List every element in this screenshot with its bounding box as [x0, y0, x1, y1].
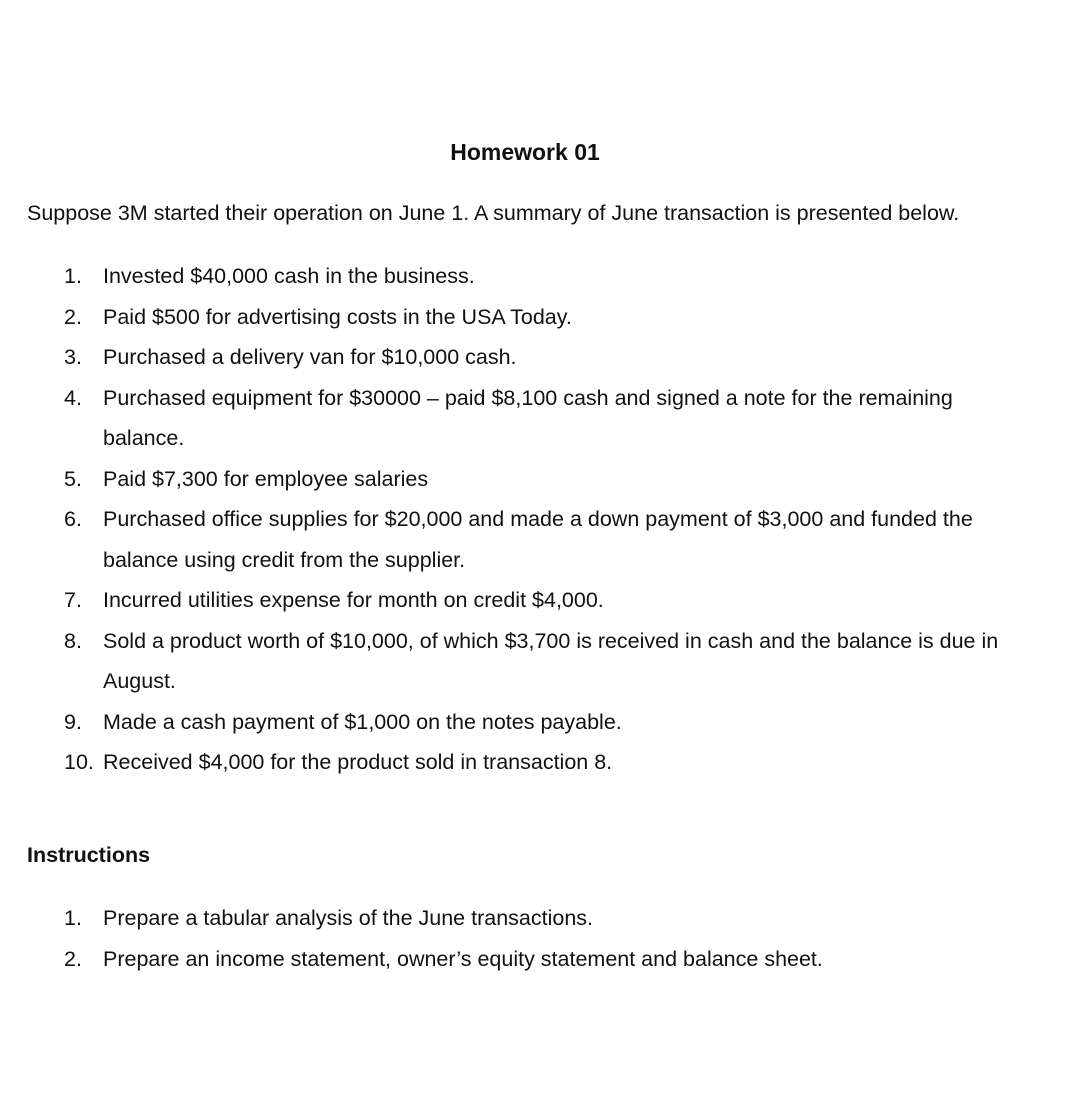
transaction-item-5 — [0, 459, 1080, 500]
list-text: Purchased office supplies for $20,000 and made a down payment of $3,000 and funded the balance using credit from the supplier. — [103, 507, 973, 572]
list-number: 6. — [64, 507, 82, 531]
list-text: Invested $40,000 cash in the business. — [103, 264, 475, 288]
list-text: Prepare an income statement, owner’s equity statement and balance sheet. — [103, 946, 823, 971]
list-text: Prepare a tabular analysis of the June transactions. — [103, 906, 594, 930]
list-number: 3. — [64, 345, 82, 369]
transaction-item-1 — [0, 256, 1080, 297]
list-text: Made a cash payment of $1,000 on the notes payable. — [103, 709, 622, 734]
list-number: 1. — [64, 906, 82, 930]
instructions-list — [0, 898, 1080, 979]
transaction-item-10 — [0, 742, 1080, 783]
list-text: Paid $7,300 for employee salaries — [103, 466, 429, 491]
list-text: Purchased a delivery van for $10,000 cash. — [103, 345, 517, 369]
list-number: 9. — [64, 709, 82, 734]
list-text: Received $4,000 for the product sold in transaction 8. — [103, 750, 613, 774]
list-number: 5. — [64, 466, 82, 491]
list-number: 7. — [64, 588, 82, 612]
list-number: 4. — [64, 385, 82, 410]
transaction-list — [0, 256, 1080, 783]
list-text: Purchased equipment for $30000 – paid $8,100 cash and signed a note for the remaining balance. — [103, 385, 953, 450]
list-number: 1. — [64, 264, 82, 288]
document-title: Homework 01 — [450, 139, 600, 165]
instruction-item-2 — [0, 939, 1080, 980]
list-text: Paid $500 for advertising costs in the USA Today. — [103, 304, 572, 329]
list-number: 2. — [64, 304, 82, 329]
transaction-item-8 — [0, 621, 1080, 702]
list-number: 2. — [64, 946, 82, 971]
transaction-item-2 — [0, 297, 1080, 338]
transaction-item-9 — [0, 702, 1080, 743]
transaction-item-7 — [0, 580, 1080, 621]
list-number: 10. — [64, 750, 94, 774]
list-number: 8. — [64, 628, 82, 653]
transaction-item-4 — [0, 378, 1080, 459]
intro-paragraph: Suppose 3M started their operation on June 1. A summary of June transaction is presented below. — [27, 201, 960, 225]
list-text: Sold a product worth of $10,000, of which $3,700 is received in cash and the balance is due in August. — [103, 628, 999, 693]
list-text: Incurred utilities expense for month on credit $4,000. — [103, 588, 604, 612]
transaction-item-3 — [0, 337, 1080, 378]
instruction-item-1 — [0, 898, 1080, 939]
instructions-heading: Instructions — [27, 843, 151, 867]
transaction-item-6 — [0, 499, 1080, 580]
